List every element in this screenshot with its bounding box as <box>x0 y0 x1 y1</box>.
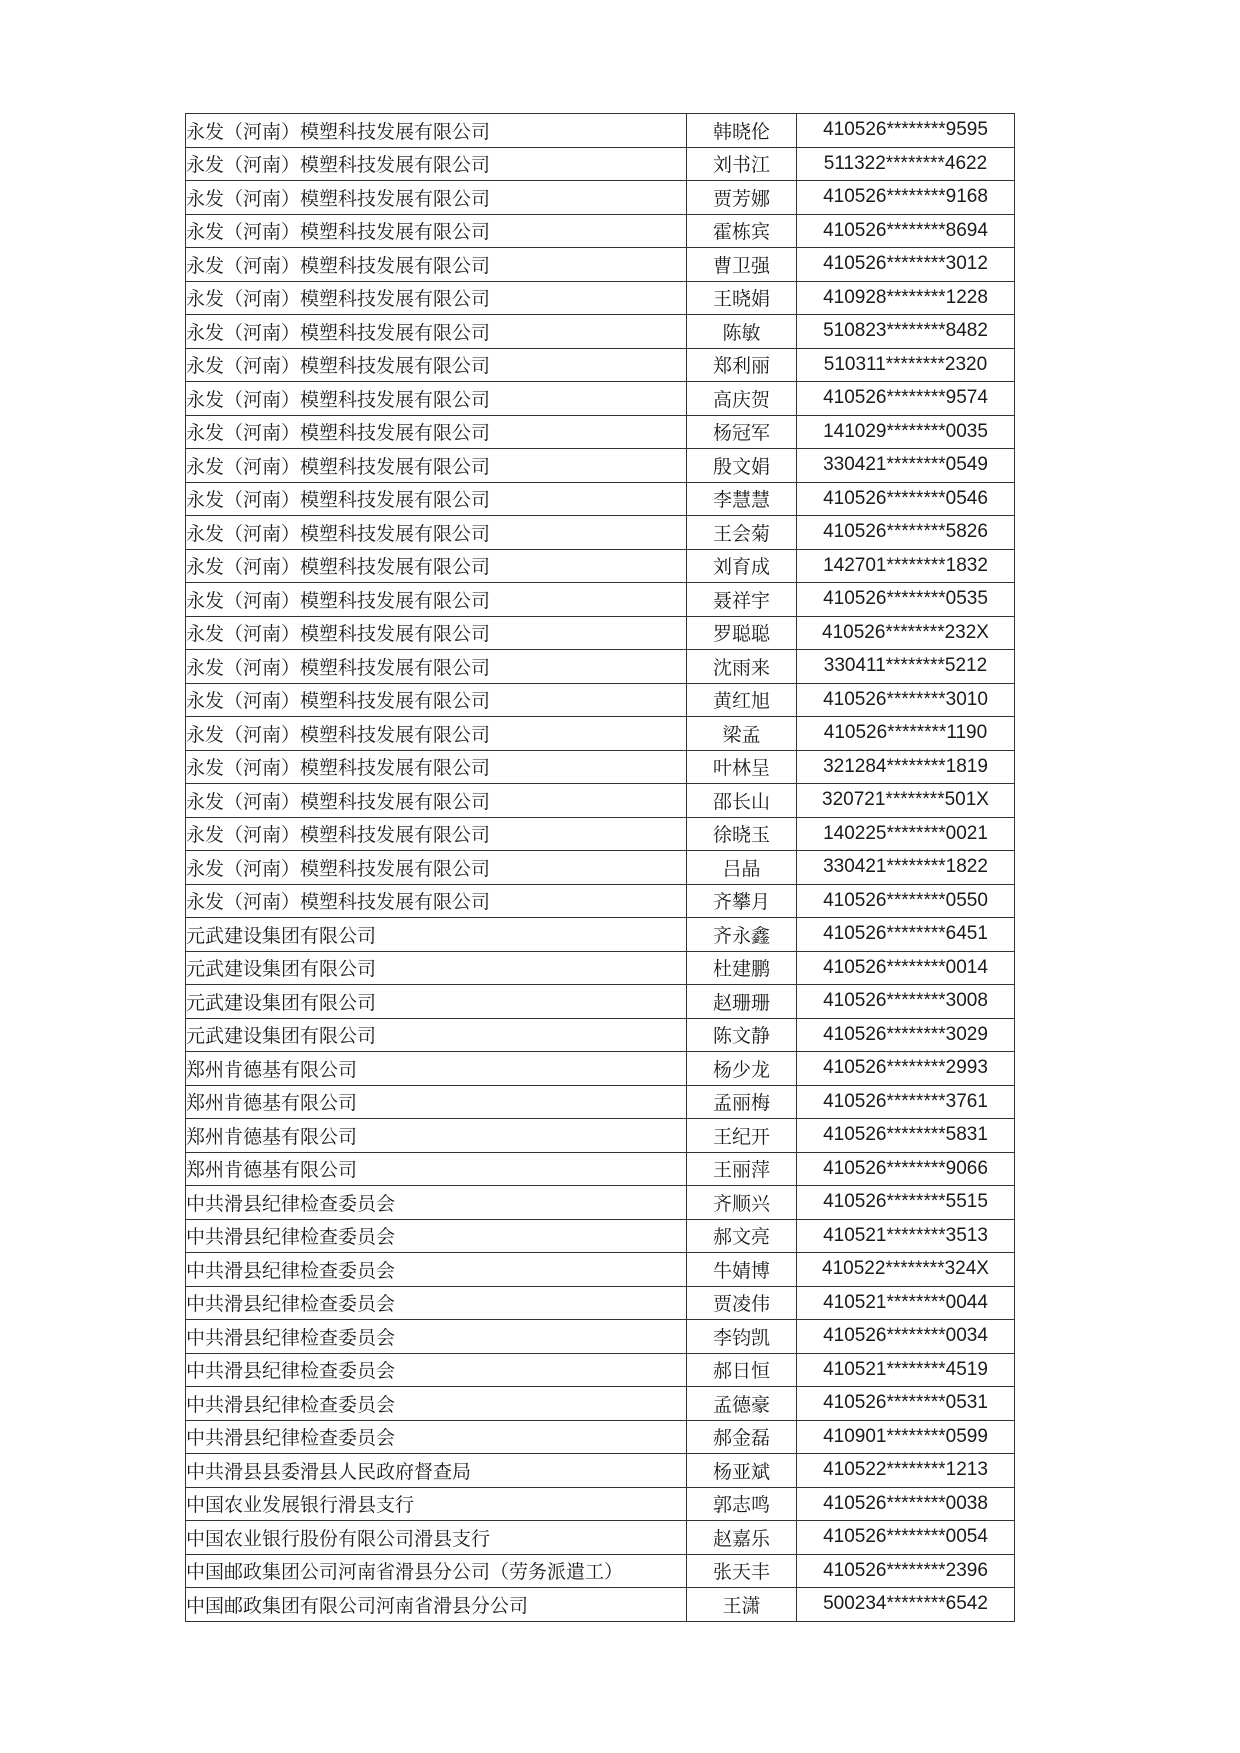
table-row <box>186 1420 1015 1454</box>
table-row <box>186 851 1015 885</box>
id-number-cell: 410526********3008 <box>797 985 1015 1019</box>
id-number-cell: 142701********1832 <box>797 549 1015 583</box>
name-cell: 贾芳娜 <box>687 181 797 215</box>
id-number-cell: 410526********0531 <box>797 1387 1015 1421</box>
org-cell: 中共滑县县委滑县人民政府督查局 <box>186 1454 687 1488</box>
name-cell: 霍栋宾 <box>687 214 797 248</box>
id-number-cell: 511322********4622 <box>797 147 1015 181</box>
name-cell: 孟丽梅 <box>687 1085 797 1119</box>
id-number-cell: 410526********3012 <box>797 248 1015 282</box>
id-number-cell: 410526********232X <box>797 616 1015 650</box>
table-row <box>186 884 1015 918</box>
table-row <box>186 449 1015 483</box>
table-row <box>186 114 1015 148</box>
org-cell: 永发（河南）模塑科技发展有限公司 <box>186 348 687 382</box>
name-cell: 沈雨来 <box>687 650 797 684</box>
id-number-cell: 410526********5826 <box>797 516 1015 550</box>
name-cell: 郑利丽 <box>687 348 797 382</box>
name-cell: 高庆贺 <box>687 382 797 416</box>
id-number-cell: 410526********0034 <box>797 1320 1015 1354</box>
table-row <box>186 985 1015 1019</box>
table-row <box>186 951 1015 985</box>
name-cell: 赵珊珊 <box>687 985 797 1019</box>
id-number-cell: 410526********0054 <box>797 1521 1015 1555</box>
name-cell: 王纪开 <box>687 1119 797 1153</box>
org-cell: 永发（河南）模塑科技发展有限公司 <box>186 214 687 248</box>
org-cell: 中国农业银行股份有限公司滑县支行 <box>186 1521 687 1555</box>
name-cell: 罗聪聪 <box>687 616 797 650</box>
name-cell: 郭志鸣 <box>687 1487 797 1521</box>
table-row <box>186 348 1015 382</box>
name-cell: 齐永鑫 <box>687 918 797 952</box>
id-number-cell: 410526********2993 <box>797 1052 1015 1086</box>
id-number-cell: 510311********2320 <box>797 348 1015 382</box>
table-row <box>186 1487 1015 1521</box>
org-cell: 中共滑县纪律检查委员会 <box>186 1286 687 1320</box>
id-number-cell: 410526********0550 <box>797 884 1015 918</box>
name-cell: 刘育成 <box>687 549 797 583</box>
table-row <box>186 1152 1015 1186</box>
table-row <box>186 1387 1015 1421</box>
name-cell: 叶林呈 <box>687 750 797 784</box>
table-row <box>186 1353 1015 1387</box>
id-number-cell: 410522********324X <box>797 1253 1015 1287</box>
org-cell: 中共滑县纪律检查委员会 <box>186 1219 687 1253</box>
org-cell: 永发（河南）模塑科技发展有限公司 <box>186 415 687 449</box>
name-cell: 聂祥宇 <box>687 583 797 617</box>
table-row <box>186 181 1015 215</box>
id-number-cell: 410526********0014 <box>797 951 1015 985</box>
org-cell: 郑州肯德基有限公司 <box>186 1152 687 1186</box>
name-cell: 黄红旭 <box>687 683 797 717</box>
name-cell: 齐顺兴 <box>687 1186 797 1220</box>
id-number-cell: 410526********5831 <box>797 1119 1015 1153</box>
table-row <box>186 1588 1015 1622</box>
table-row <box>186 817 1015 851</box>
org-cell: 中共滑县纪律检查委员会 <box>186 1253 687 1287</box>
name-cell: 张天丰 <box>687 1554 797 1588</box>
id-number-cell: 330421********1822 <box>797 851 1015 885</box>
roster-table <box>185 113 1015 1622</box>
table-row <box>186 784 1015 818</box>
table-row <box>186 1454 1015 1488</box>
org-cell: 郑州肯德基有限公司 <box>186 1052 687 1086</box>
org-cell: 永发（河南）模塑科技发展有限公司 <box>186 616 687 650</box>
table-row <box>186 1085 1015 1119</box>
id-number-cell: 141029********0035 <box>797 415 1015 449</box>
roster-table-body <box>186 114 1015 1622</box>
table-row <box>186 516 1015 550</box>
table-row <box>186 750 1015 784</box>
table-row <box>186 616 1015 650</box>
table-row <box>186 683 1015 717</box>
id-number-cell: 410901********0599 <box>797 1420 1015 1454</box>
name-cell: 杨亚斌 <box>687 1454 797 1488</box>
id-number-cell: 320721********501X <box>797 784 1015 818</box>
id-number-cell: 410526********9595 <box>797 114 1015 148</box>
org-cell: 元武建设集团有限公司 <box>186 1018 687 1052</box>
id-number-cell: 410526********3029 <box>797 1018 1015 1052</box>
table-row <box>186 482 1015 516</box>
name-cell: 梁孟 <box>687 717 797 751</box>
name-cell: 李慧慧 <box>687 482 797 516</box>
org-cell: 中国邮政集团公司河南省滑县分公司（劳务派遣工） <box>186 1554 687 1588</box>
name-cell: 韩晓伦 <box>687 114 797 148</box>
id-number-cell: 330411********5212 <box>797 650 1015 684</box>
org-cell: 永发（河南）模塑科技发展有限公司 <box>186 717 687 751</box>
org-cell: 永发（河南）模塑科技发展有限公司 <box>186 449 687 483</box>
name-cell: 赵嘉乐 <box>687 1521 797 1555</box>
name-cell: 贾凌伟 <box>687 1286 797 1320</box>
id-number-cell: 410521********3513 <box>797 1219 1015 1253</box>
id-number-cell: 510823********8482 <box>797 315 1015 349</box>
name-cell: 殷文娟 <box>687 449 797 483</box>
id-number-cell: 330421********0549 <box>797 449 1015 483</box>
name-cell: 吕晶 <box>687 851 797 885</box>
name-cell: 邵长山 <box>687 784 797 818</box>
org-cell: 永发（河南）模塑科技发展有限公司 <box>186 884 687 918</box>
table-row <box>186 1286 1015 1320</box>
id-number-cell: 410526********1190 <box>797 717 1015 751</box>
id-number-cell: 410526********6451 <box>797 918 1015 952</box>
table-row <box>186 1554 1015 1588</box>
org-cell: 永发（河南）模塑科技发展有限公司 <box>186 248 687 282</box>
table-row <box>186 1052 1015 1086</box>
id-number-cell: 410521********4519 <box>797 1353 1015 1387</box>
table-row <box>186 1253 1015 1287</box>
name-cell: 曹卫强 <box>687 248 797 282</box>
table-row <box>186 650 1015 684</box>
name-cell: 陈敏 <box>687 315 797 349</box>
name-cell: 李钧凯 <box>687 1320 797 1354</box>
table-row <box>186 248 1015 282</box>
id-number-cell: 410928********1228 <box>797 281 1015 315</box>
org-cell: 中共滑县纪律检查委员会 <box>186 1353 687 1387</box>
table-row <box>186 147 1015 181</box>
table-row <box>186 583 1015 617</box>
id-number-cell: 410521********0044 <box>797 1286 1015 1320</box>
name-cell: 孟德豪 <box>687 1387 797 1421</box>
name-cell: 杨少龙 <box>687 1052 797 1086</box>
name-cell: 牛婧博 <box>687 1253 797 1287</box>
id-number-cell: 410526********0546 <box>797 482 1015 516</box>
org-cell: 永发（河南）模塑科技发展有限公司 <box>186 650 687 684</box>
org-cell: 永发（河南）模塑科技发展有限公司 <box>186 750 687 784</box>
org-cell: 永发（河南）模塑科技发展有限公司 <box>186 281 687 315</box>
org-cell: 永发（河南）模塑科技发展有限公司 <box>186 114 687 148</box>
name-cell: 杨冠军 <box>687 415 797 449</box>
id-number-cell: 410526********5515 <box>797 1186 1015 1220</box>
id-number-cell: 410526********0535 <box>797 583 1015 617</box>
org-cell: 永发（河南）模塑科技发展有限公司 <box>186 817 687 851</box>
id-number-cell: 321284********1819 <box>797 750 1015 784</box>
table-row <box>186 1186 1015 1220</box>
org-cell: 元武建设集团有限公司 <box>186 951 687 985</box>
table-row <box>186 1320 1015 1354</box>
org-cell: 郑州肯德基有限公司 <box>186 1119 687 1153</box>
table-row <box>186 1018 1015 1052</box>
table-row <box>186 415 1015 449</box>
org-cell: 永发（河南）模塑科技发展有限公司 <box>186 147 687 181</box>
table-row <box>186 1219 1015 1253</box>
table-row <box>186 549 1015 583</box>
name-cell: 杜建鹏 <box>687 951 797 985</box>
org-cell: 元武建设集团有限公司 <box>186 985 687 1019</box>
org-cell: 中国农业发展银行滑县支行 <box>186 1487 687 1521</box>
id-number-cell: 410526********3010 <box>797 683 1015 717</box>
name-cell: 陈文静 <box>687 1018 797 1052</box>
id-number-cell: 410526********9066 <box>797 1152 1015 1186</box>
org-cell: 永发（河南）模塑科技发展有限公司 <box>186 549 687 583</box>
id-number-cell: 410526********2396 <box>797 1554 1015 1588</box>
id-number-cell: 410526********3761 <box>797 1085 1015 1119</box>
id-number-cell: 410526********0038 <box>797 1487 1015 1521</box>
id-number-cell: 410526********8694 <box>797 214 1015 248</box>
id-number-cell: 410522********1213 <box>797 1454 1015 1488</box>
table-row <box>186 918 1015 952</box>
org-cell: 中共滑县纪律检查委员会 <box>186 1320 687 1354</box>
name-cell: 王潇 <box>687 1588 797 1622</box>
name-cell: 王丽萍 <box>687 1152 797 1186</box>
table-row <box>186 1521 1015 1555</box>
org-cell: 永发（河南）模塑科技发展有限公司 <box>186 784 687 818</box>
org-cell: 中共滑县纪律检查委员会 <box>186 1387 687 1421</box>
table-row <box>186 1119 1015 1153</box>
org-cell: 中国邮政集团有限公司河南省滑县分公司 <box>186 1588 687 1622</box>
name-cell: 齐攀月 <box>687 884 797 918</box>
table-row <box>186 382 1015 416</box>
org-cell: 永发（河南）模塑科技发展有限公司 <box>186 516 687 550</box>
org-cell: 永发（河南）模塑科技发展有限公司 <box>186 382 687 416</box>
org-cell: 郑州肯德基有限公司 <box>186 1085 687 1119</box>
id-number-cell: 410526********9168 <box>797 181 1015 215</box>
name-cell: 郝日恒 <box>687 1353 797 1387</box>
name-cell: 郝文亮 <box>687 1219 797 1253</box>
org-cell: 永发（河南）模塑科技发展有限公司 <box>186 851 687 885</box>
org-cell: 永发（河南）模塑科技发展有限公司 <box>186 315 687 349</box>
org-cell: 永发（河南）模塑科技发展有限公司 <box>186 583 687 617</box>
table-row <box>186 315 1015 349</box>
name-cell: 王会菊 <box>687 516 797 550</box>
org-cell: 永发（河南）模塑科技发展有限公司 <box>186 683 687 717</box>
name-cell: 王晓娟 <box>687 281 797 315</box>
name-cell: 刘书江 <box>687 147 797 181</box>
org-cell: 中共滑县纪律检查委员会 <box>186 1420 687 1454</box>
id-number-cell: 500234********6542 <box>797 1588 1015 1622</box>
id-number-cell: 410526********9574 <box>797 382 1015 416</box>
name-cell: 郝金磊 <box>687 1420 797 1454</box>
org-cell: 元武建设集团有限公司 <box>186 918 687 952</box>
name-cell: 徐晓玉 <box>687 817 797 851</box>
org-cell: 永发（河南）模塑科技发展有限公司 <box>186 181 687 215</box>
table-row <box>186 717 1015 751</box>
table-row <box>186 214 1015 248</box>
org-cell: 永发（河南）模塑科技发展有限公司 <box>186 482 687 516</box>
id-number-cell: 140225********0021 <box>797 817 1015 851</box>
org-cell: 中共滑县纪律检查委员会 <box>186 1186 687 1220</box>
table-row <box>186 281 1015 315</box>
